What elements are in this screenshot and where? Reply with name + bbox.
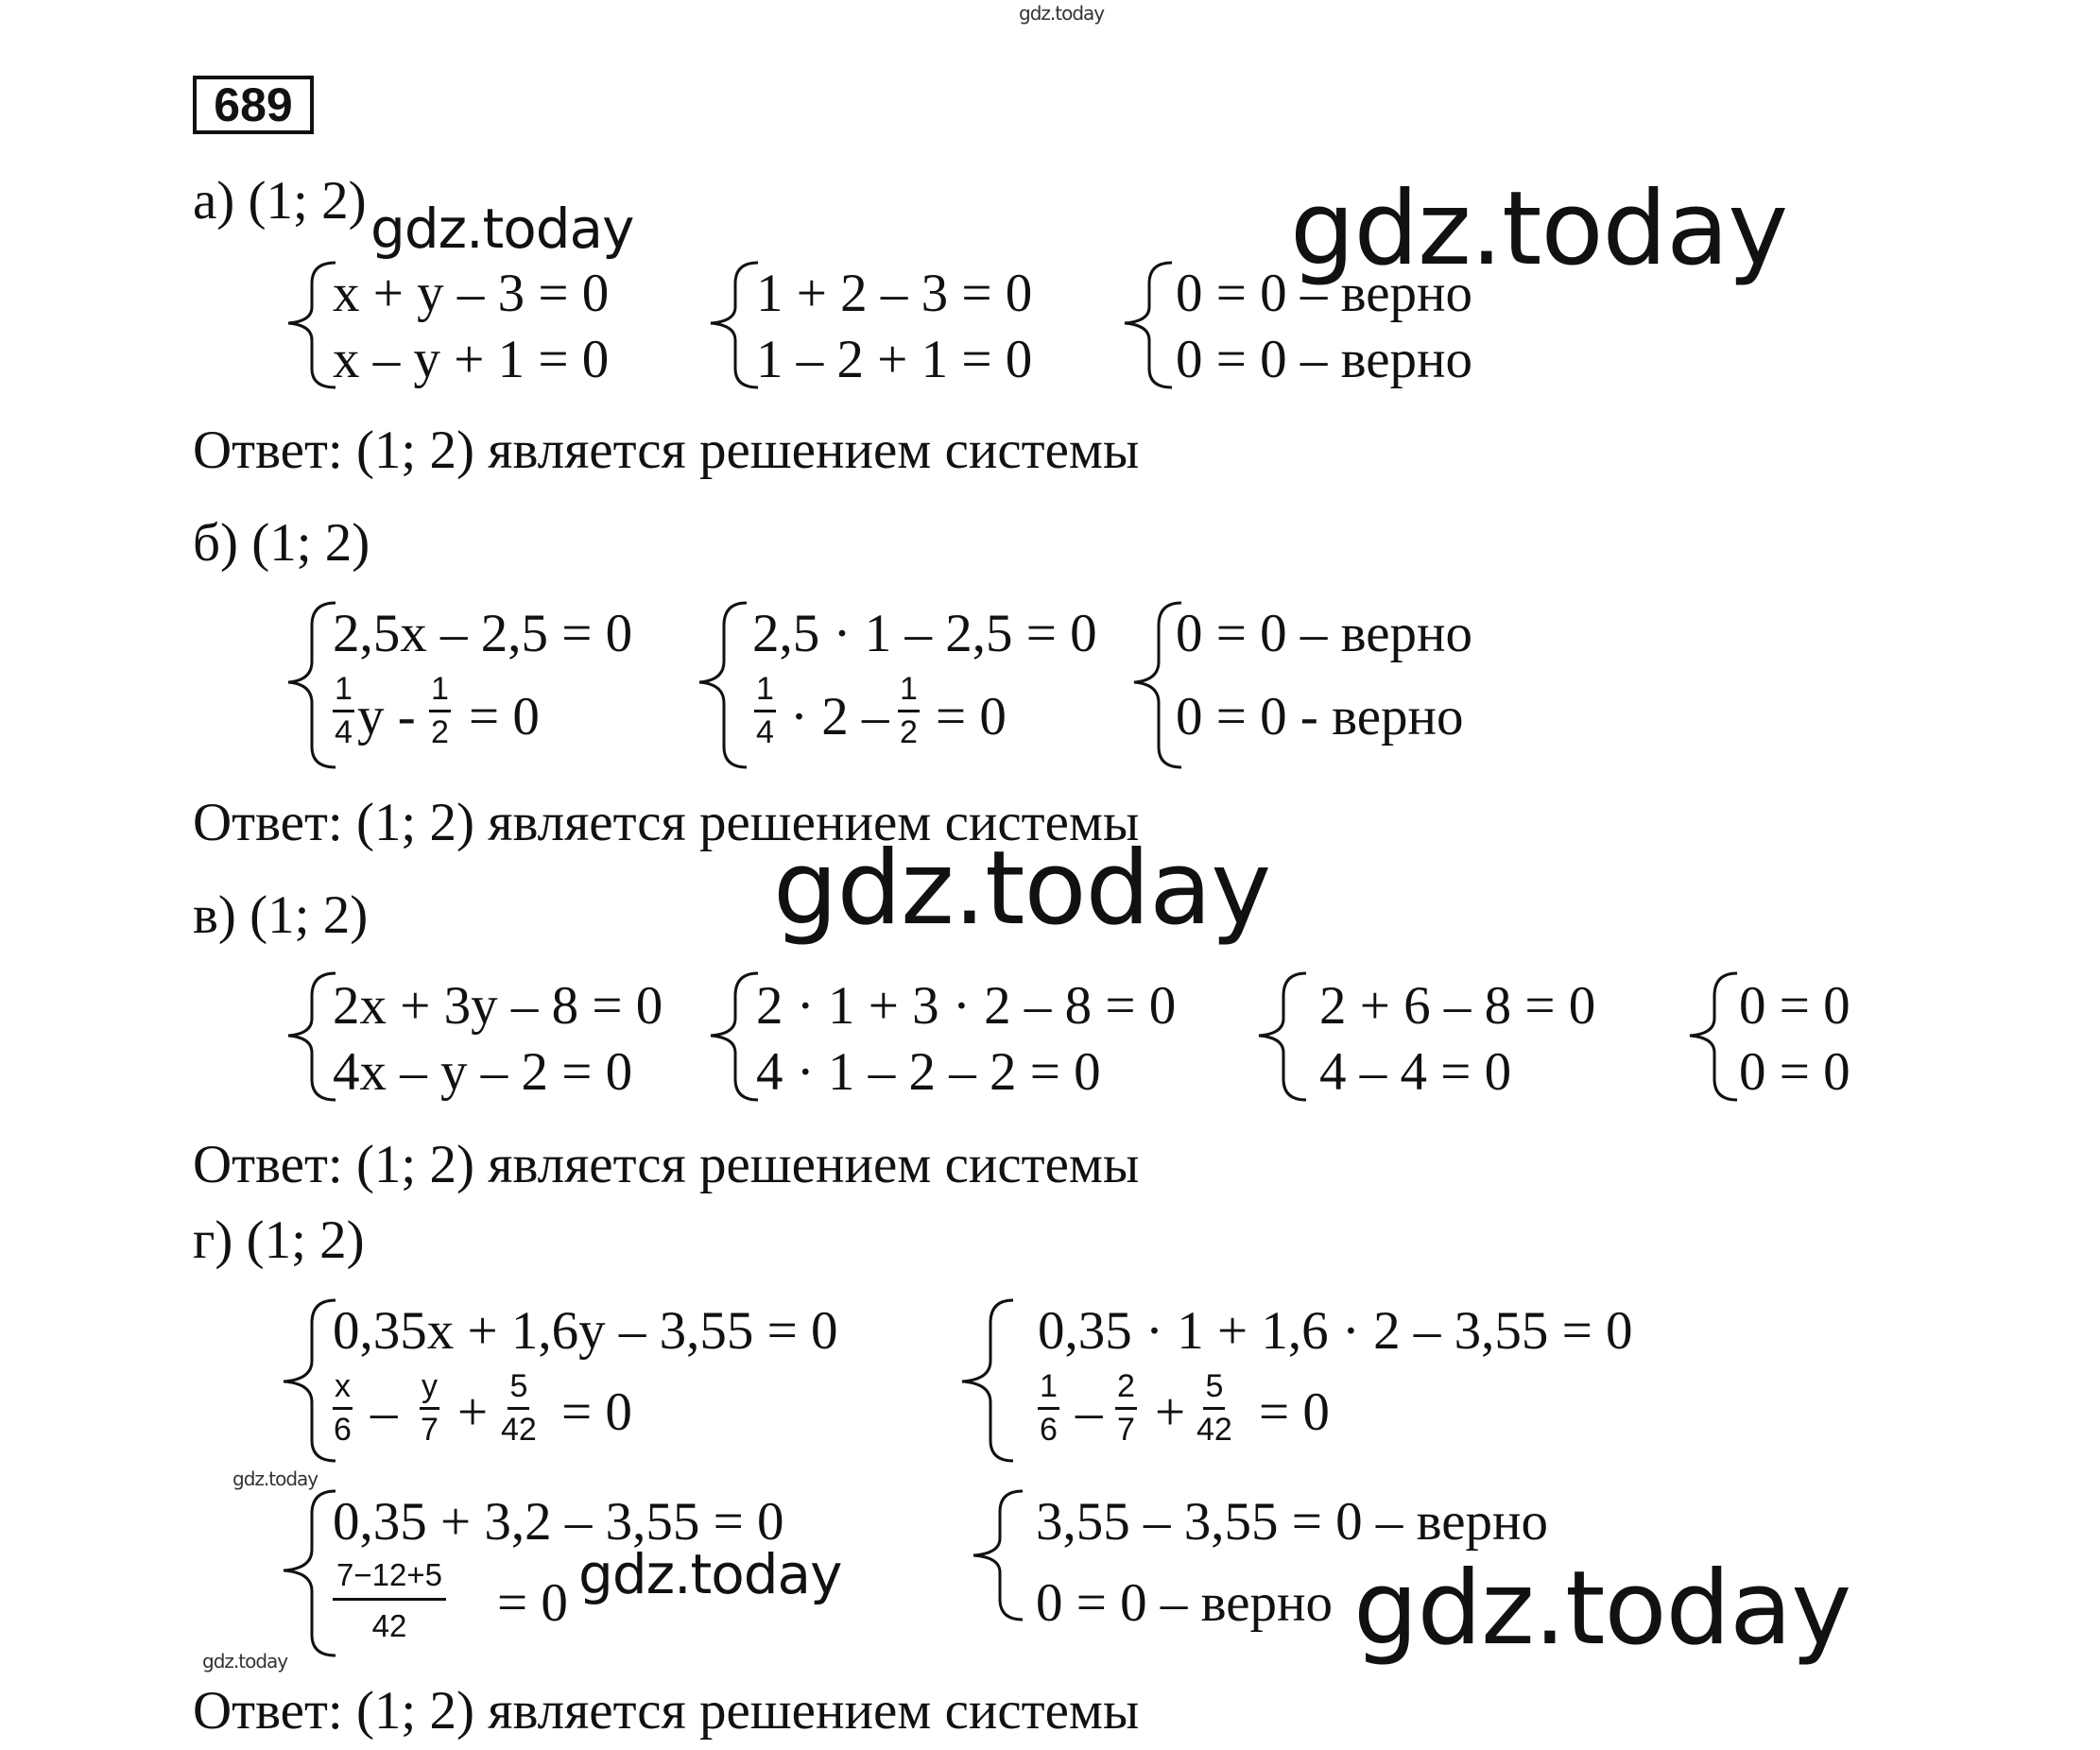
v-s3-line1: 2 + 6 – 8 = 0 [1319, 976, 1596, 1036]
v-s2-line1: 2 · 1 + 3 · 2 – 8 = 0 [756, 976, 1177, 1036]
brace-v4 [1690, 973, 1737, 1100]
g-s1-frac1 [333, 1370, 353, 1446]
task-number: 689 [193, 76, 314, 134]
a-s3-line1: 0 = 0 – верно [1176, 264, 1473, 323]
g-s2-frac3 [1196, 1370, 1232, 1446]
brace-g2 [962, 1300, 1013, 1461]
watermark-top: gdz.today [1019, 2, 1105, 25]
watermark-b-large: gdz.today [773, 830, 1271, 948]
denominator: 6 [334, 1412, 352, 1448]
b-s1-tail: = 0 [469, 687, 540, 746]
b-s2-frac1 [754, 673, 776, 748]
numerator: 1 [754, 673, 776, 712]
b-s1-line1: 2,5x – 2,5 = 0 [333, 604, 633, 663]
numerator: x [333, 1370, 353, 1410]
a-s2-line2: 1 – 2 + 1 = 0 [756, 330, 1033, 389]
b-s1-frac2 [429, 673, 451, 748]
g-s1-op1: – [370, 1382, 398, 1442]
g-s1-tail: = 0 [561, 1382, 632, 1442]
g-s1-line1: 0,35x + 1,6y – 3,55 = 0 [333, 1301, 838, 1361]
g-s2-line1: 0,35 · 1 + 1,6 · 2 – 3,55 = 0 [1038, 1301, 1633, 1361]
g-s4-line1: 3,55 – 3,55 = 0 – верно [1036, 1492, 1549, 1552]
watermark-g: gdz.today [578, 1542, 842, 1606]
g-s1-frac3 [501, 1370, 537, 1446]
g-s3-frac [333, 1559, 446, 1641]
g-s2-frac2 [1115, 1370, 1137, 1446]
v-s2-line2: 4 · 1 – 2 – 2 = 0 [756, 1042, 1101, 1102]
v-s4-line1: 0 = 0 [1739, 976, 1850, 1036]
denominator: 4 [756, 714, 774, 750]
numerator: 1 [1038, 1370, 1059, 1410]
g-s3-tail: = 0 [497, 1573, 568, 1633]
denominator: 7 [421, 1412, 439, 1448]
b-s2-mid: · 2 – [790, 687, 889, 746]
watermark-a: gdz.today [370, 197, 634, 261]
numerator: 1 [333, 673, 354, 712]
brace-b1 [288, 603, 336, 767]
denominator: 42 [371, 1608, 407, 1643]
brace-v2 [711, 973, 758, 1100]
g-s1-op2: + [457, 1382, 489, 1442]
g-s4-line2: 0 = 0 – верно [1036, 1573, 1334, 1633]
denominator: 42 [501, 1412, 537, 1448]
numerator: 7−12+5 [333, 1559, 446, 1601]
a-s3-line2: 0 = 0 – верно [1176, 330, 1473, 389]
g-s2-frac1 [1038, 1370, 1059, 1446]
watermark-g-small2: gdz.today [202, 1650, 288, 1673]
v-answer: Ответ: (1; 2) является решением системы [193, 1135, 1140, 1194]
g-s3-line1: 0,35 + 3,2 – 3,55 = 0 [333, 1492, 784, 1552]
brace-g4 [973, 1491, 1023, 1620]
denominator: 2 [431, 714, 449, 750]
brace-v3 [1259, 973, 1306, 1100]
watermark-a-large: gdz.today [1290, 170, 1788, 288]
part-a-label: а) (1; 2) [193, 171, 367, 231]
brace-g3 [284, 1491, 336, 1656]
b-s2-line1: 2,5 · 1 – 2,5 = 0 [752, 604, 1097, 663]
denominator: 42 [1196, 1412, 1232, 1448]
v-s1-line1: 2x + 3y – 8 = 0 [333, 976, 663, 1036]
v-s3-line2: 4 – 4 = 0 [1319, 1042, 1512, 1102]
watermark-g-small1: gdz.today [232, 1467, 318, 1490]
denominator: 7 [1117, 1412, 1135, 1448]
brace-a2 [711, 263, 758, 387]
brace-b3 [1134, 603, 1181, 767]
g-s2-tail: = 0 [1259, 1382, 1330, 1442]
denominator: 2 [900, 714, 918, 750]
g-s2-op2: + [1155, 1382, 1186, 1442]
b-answer: Ответ: (1; 2) является решением системы [193, 793, 1140, 852]
b-s1-frac1 [333, 673, 354, 748]
b-s2-tail: = 0 [936, 687, 1007, 746]
b-s1-var: y - [357, 687, 416, 746]
denominator: 4 [335, 714, 353, 750]
a-s2-line1: 1 + 2 – 3 = 0 [756, 264, 1033, 323]
numerator: 5 [1203, 1370, 1225, 1410]
part-v-label: в) (1; 2) [193, 885, 369, 945]
watermark-g-large: gdz.today [1353, 1550, 1851, 1668]
a-s1-line1: x + y – 3 = 0 [333, 264, 610, 323]
v-s4-line2: 0 = 0 [1739, 1042, 1850, 1102]
a-answer: Ответ: (1; 2) является решением системы [193, 420, 1140, 480]
numerator: 2 [1115, 1370, 1137, 1410]
b-s2-frac2 [898, 673, 920, 748]
part-b-label: б) (1; 2) [193, 513, 370, 573]
numerator: y [420, 1370, 439, 1410]
numerator: 1 [429, 673, 451, 712]
part-g-label: г) (1; 2) [193, 1210, 365, 1270]
b-s3-line2: 0 = 0 - верно [1176, 687, 1464, 746]
a-s1-line2: x – y + 1 = 0 [333, 330, 610, 389]
g-answer: Ответ: (1; 2) является решением системы [193, 1681, 1140, 1741]
numerator: 5 [508, 1370, 529, 1410]
brace-a3 [1125, 263, 1172, 387]
brace-b2 [699, 603, 747, 767]
numerator: 1 [898, 673, 920, 712]
brace-a1 [288, 263, 336, 387]
v-s1-line2: 4x – y – 2 = 0 [333, 1042, 633, 1102]
b-s3-line1: 0 = 0 – верно [1176, 604, 1473, 663]
g-s1-frac2 [420, 1370, 439, 1446]
denominator: 6 [1040, 1412, 1058, 1448]
brace-v1 [288, 973, 336, 1100]
brace-g1 [284, 1300, 336, 1461]
g-s2-op1: – [1076, 1382, 1103, 1442]
